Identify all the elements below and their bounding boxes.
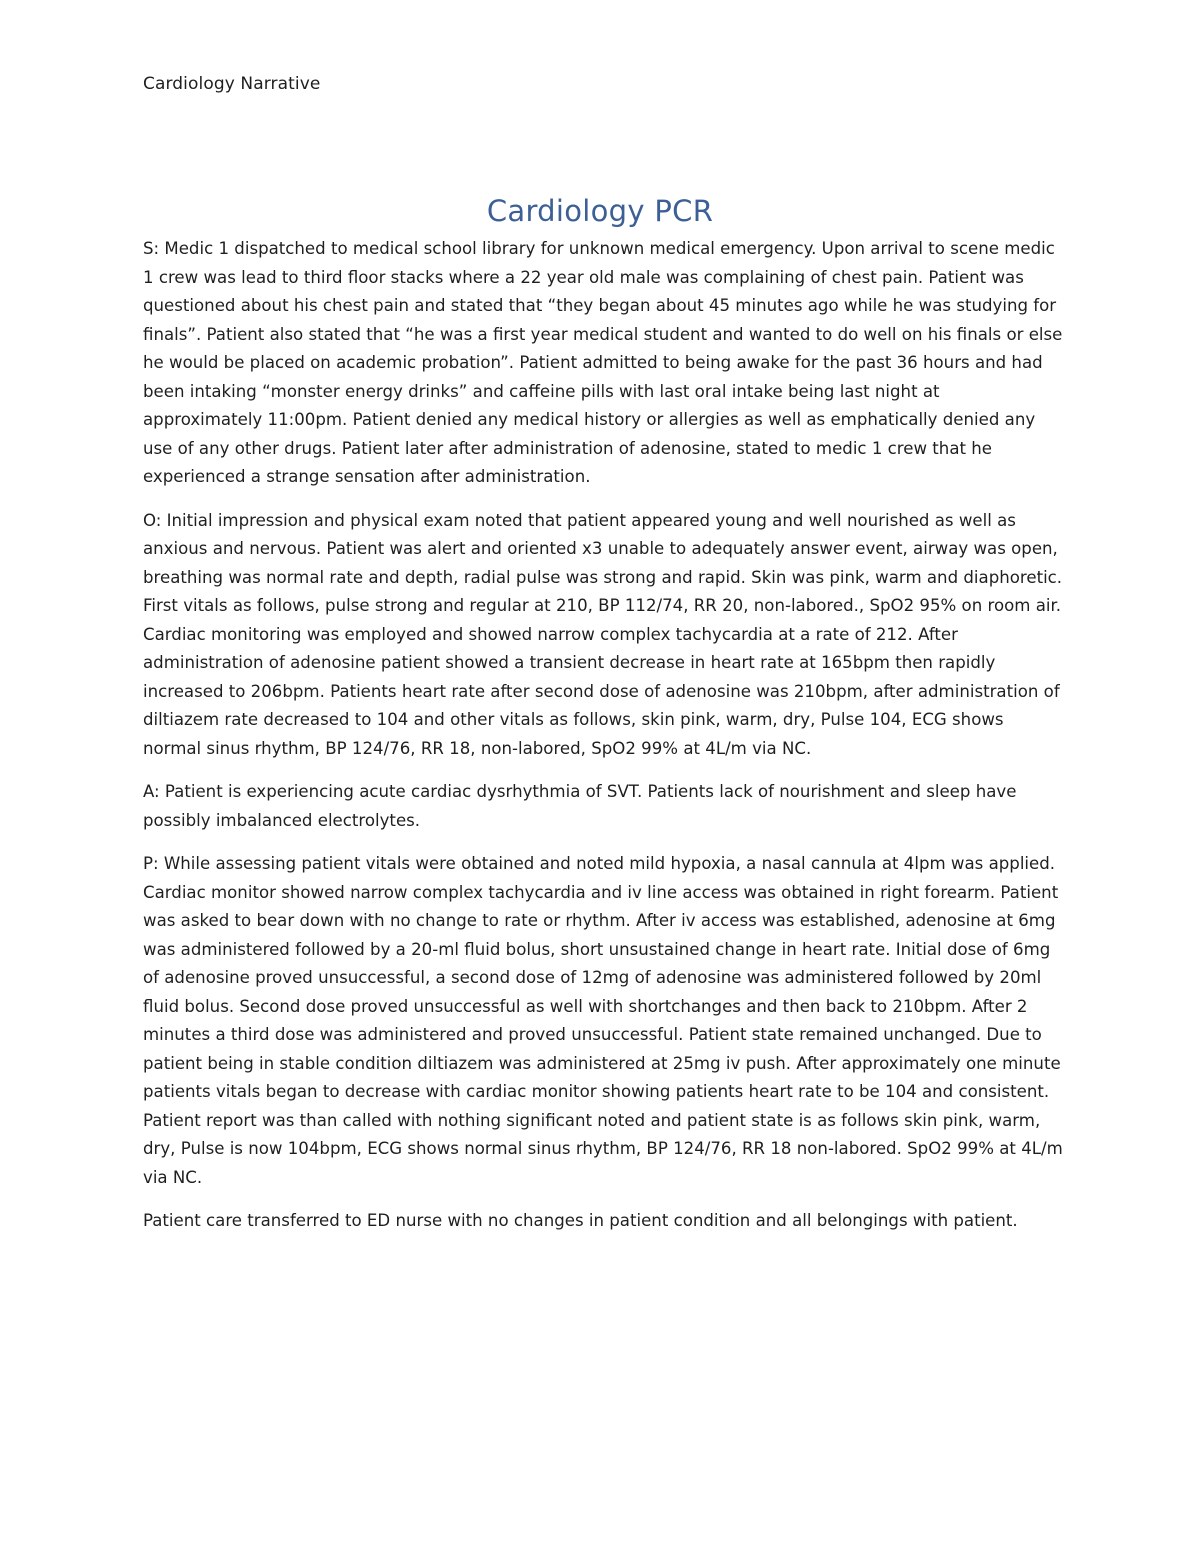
document-body <box>143 235 1063 1251</box>
page-header: Cardiology Narrative <box>143 74 321 94</box>
plan-paragraph: P: While assessing patient vitals were obtained and noted mild hypoxia, a nasal cannula at 4lpm was applied. Cardiac monitor showed narrow complex tachycardia and iv line access was obtained in right forearm. Patient was asked to bear down with no change to rate or rhythm. After iv access was established, adenosine at 6mg was administered followed by a 20-ml fluid bolus, short unsustained change in heart rate. Initial dose of 6mg of adenosine proved unsuccessful, a second dose of 12mg of adenosine was administered followed by 20ml fluid bolus. Second dose proved unsuccessful as well with shortchanges and then back to 210bpm. After 2 minutes a third dose was administered and proved unsuccessful. Patient state remained unchanged. Due to patient being in stable condition diltiazem was administered at 25mg iv push. After approximately one minute patients vitals began to decrease with cardiac monitor showing patients heart rate to be 104 and consistent. Patient report was than called with nothing significant noted and patient state is as follows skin pink, warm, dry, Pulse is now 104bpm, ECG shows normal sinus rhythm, BP 124/76, RR 18 non-labored. SpO2 99% at 4L/m via NC. <box>143 854 1063 1187</box>
document-title: Cardiology PCR <box>486 194 714 228</box>
transfer-paragraph: Patient care transferred to ED nurse with no changes in patient condition and all belongings with patient. <box>143 1211 1018 1230</box>
assessment-paragraph: A: Patient is experiencing acute cardiac dysrhythmia of SVT. Patients lack of nourishment and sleep have possibly imbalanced electrolytes. <box>143 782 1017 830</box>
objective-paragraph: O: Initial impression and physical exam noted that patient appeared young and well nourished as well as anxious and nervous. Patient was alert and oriented x3 unable to adequately answer event, airway was open, breathing was normal rate and depth, radial pulse was strong and rapid. Skin was pink, warm and diaphoretic. First vitals as follows, pulse strong and regular at 210, BP 112/74, RR 20, non-labored., SpO2 95% on room air. Cardiac monitoring was employed and showed narrow complex tachycardia at a rate of 212. After administration of adenosine patient showed a transient decrease in heart rate at 165bpm then rapidly increased to 206bpm. Patients heart rate after second dose of adenosine was 210bpm, after administration of diltiazem rate decreased to 104 and other vitals as follows, skin pink, warm, dry, Pulse 104, ECG shows normal sinus rhythm, BP 124/76, RR 18, non-labored, SpO2 99% at 4L/m via NC. <box>143 510 1063 758</box>
subjective-paragraph: S: Medic 1 dispatched to medical school library for unknown medical emergency. Upon arrival to scene medic 1 crew was lead to third floor stacks where a 22 year old male was complaining of chest pain. Patient was questioned about his chest pain and stated that “they began about 45 minutes ago while he was studying for finals”. Patient also stated that “he was a first year medical student and wanted to do well on his finals or else he would be placed on academic probation”. Patient admitted to being awake for the past 36 hours and had been intaking “monster energy drinks” and caffeine pills with last oral intake being last night at approximately 11:00pm. Patient denied any medical history or allergies as well as emphatically denied any use of any other drugs. Patient later after administration of adenosine, stated to medic 1 crew that he experienced a strange sensation after administration. <box>143 239 1063 486</box>
